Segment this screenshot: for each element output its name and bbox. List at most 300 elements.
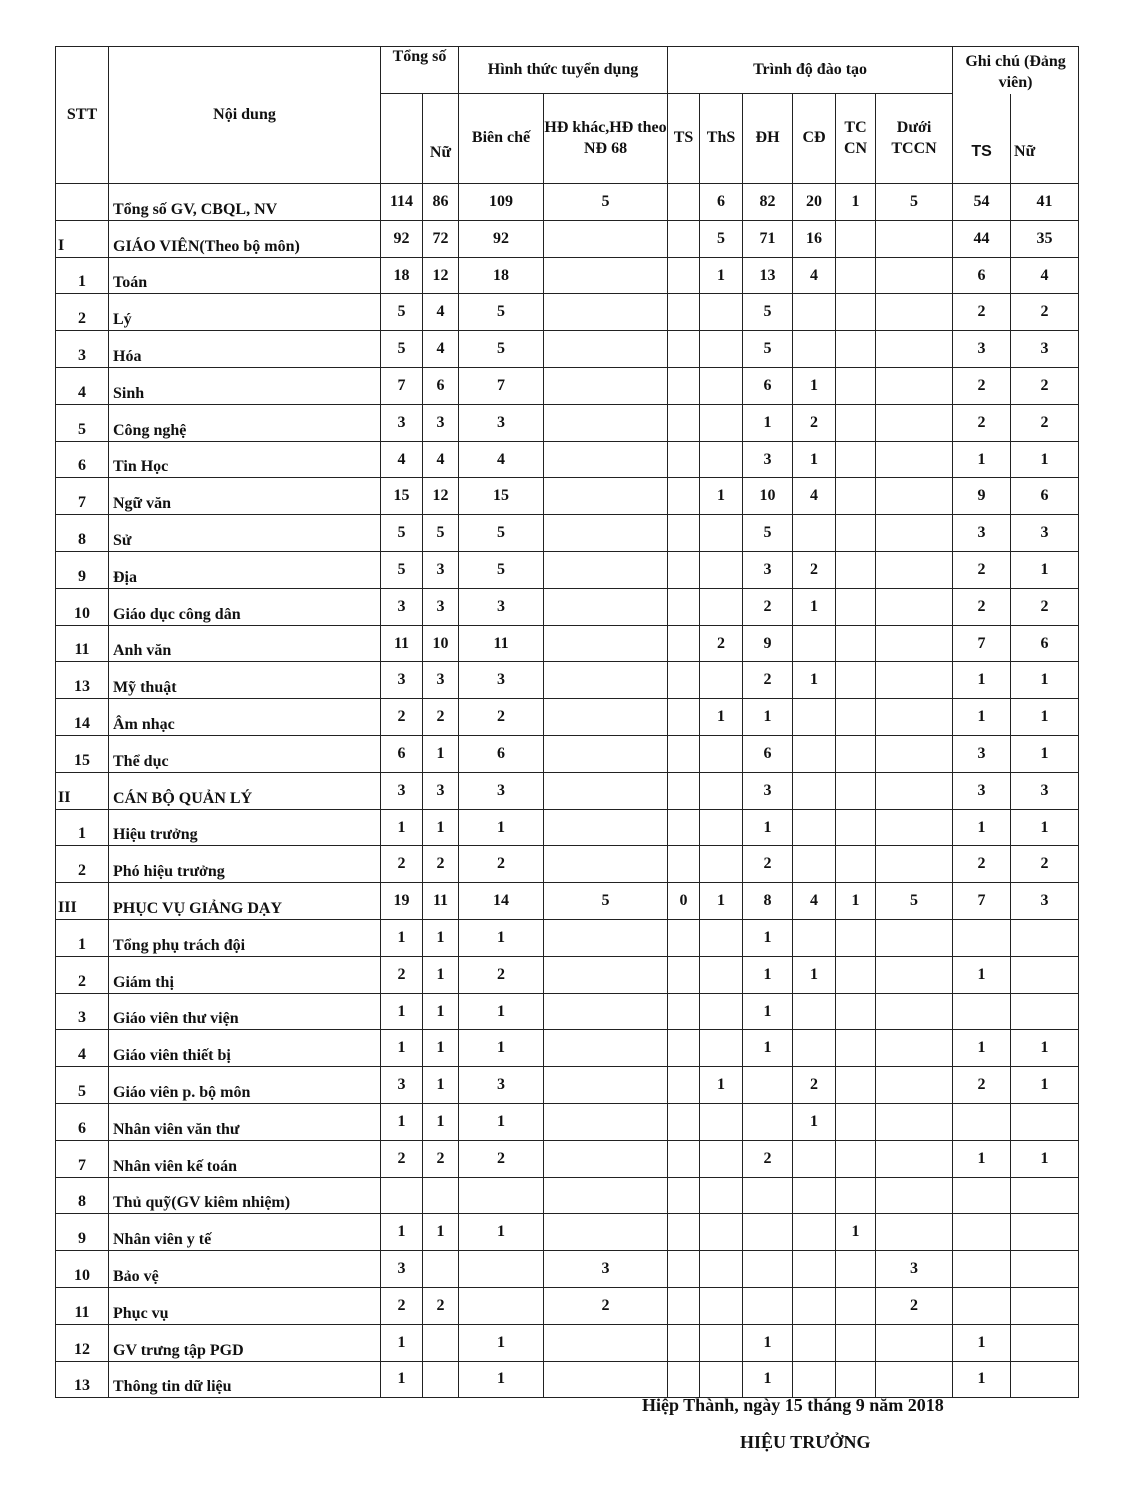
dang-vien-nu-cell	[1011, 1177, 1079, 1214]
content-cell: Giáo viên p. bộ môn	[109, 1067, 381, 1104]
bien-che-cell: 2	[459, 699, 544, 736]
ths-cell	[700, 404, 743, 441]
dh-cell: 1	[743, 1030, 793, 1067]
tccn-cell: 1	[836, 184, 876, 221]
tong-so-cell: 6	[381, 736, 423, 773]
tccn-cell	[836, 1324, 876, 1361]
bien-che-cell: 7	[459, 368, 544, 405]
tong-so-cell: 2	[381, 1140, 423, 1177]
ts-cell	[668, 552, 700, 589]
ts-cell	[668, 331, 700, 368]
dang-vien-ts-cell: 1	[953, 1140, 1011, 1177]
ths-cell	[700, 956, 743, 993]
duoi-tccn-cell	[876, 220, 953, 257]
cd-cell	[793, 920, 836, 957]
table-row	[56, 1214, 1079, 1251]
dang-vien-nu-cell	[1011, 1288, 1079, 1325]
dang-vien-ts-cell: 1	[953, 1361, 1011, 1398]
duoi-tccn-cell	[876, 331, 953, 368]
ths-cell	[700, 846, 743, 883]
table-row	[56, 1140, 1079, 1177]
dh-cell	[743, 1177, 793, 1214]
dh-cell	[743, 1251, 793, 1288]
ths-cell	[700, 294, 743, 331]
tong-so-cell: 2	[381, 956, 423, 993]
nu-cell: 3	[423, 552, 459, 589]
ths-cell	[700, 772, 743, 809]
bien-che-cell: 1	[459, 920, 544, 957]
bien-che-cell: 1	[459, 1104, 544, 1141]
tong-so-cell: 4	[381, 441, 423, 478]
dh-cell: 1	[743, 956, 793, 993]
bien-che-cell: 1	[459, 993, 544, 1030]
content-cell: Sinh	[109, 368, 381, 405]
tong-so-cell: 5	[381, 294, 423, 331]
stt-cell: 6	[56, 441, 109, 478]
content-cell: Sử	[109, 515, 381, 552]
tong-so-cell: 19	[381, 883, 423, 920]
dh-cell: 1	[743, 1361, 793, 1398]
duoi-tccn-cell	[876, 772, 953, 809]
tong-so-cell: 18	[381, 257, 423, 294]
ths-cell	[700, 736, 743, 773]
duoi-tccn-cell	[876, 846, 953, 883]
dang-vien-nu-cell: 41	[1011, 184, 1079, 221]
tong-so-cell: 1	[381, 993, 423, 1030]
dang-vien-nu-cell: 6	[1011, 625, 1079, 662]
dh-cell: 1	[743, 809, 793, 846]
content-cell: Lý	[109, 294, 381, 331]
duoi-tccn-cell	[876, 257, 953, 294]
dh-cell: 2	[743, 846, 793, 883]
tccn-cell	[836, 478, 876, 515]
dh-cell: 10	[743, 478, 793, 515]
duoi-tccn-cell	[876, 993, 953, 1030]
duoi-tccn-cell	[876, 404, 953, 441]
ths-cell	[700, 1214, 743, 1251]
table-row	[56, 184, 1079, 221]
bien-che-cell	[459, 1251, 544, 1288]
dang-vien-nu-cell	[1011, 920, 1079, 957]
nu-cell: 2	[423, 1288, 459, 1325]
tong-so-cell: 3	[381, 588, 423, 625]
cd-cell: 2	[793, 404, 836, 441]
ts-cell	[668, 625, 700, 662]
dang-vien-ts-cell: 1	[953, 699, 1011, 736]
ths-cell	[700, 1030, 743, 1067]
ths-cell	[700, 441, 743, 478]
dh-cell: 6	[743, 368, 793, 405]
tccn-cell	[836, 699, 876, 736]
duoi-tccn-cell	[876, 515, 953, 552]
cd-cell: 16	[793, 220, 836, 257]
ths-cell: 1	[700, 699, 743, 736]
hd-khac-cell	[544, 588, 668, 625]
header-tong-so: Tổng số	[381, 47, 459, 94]
dang-vien-nu-cell: 1	[1011, 699, 1079, 736]
bien-che-cell: 3	[459, 588, 544, 625]
nu-cell: 1	[423, 1067, 459, 1104]
dang-vien-ts-cell	[953, 1104, 1011, 1141]
dang-vien-nu-cell: 35	[1011, 220, 1079, 257]
header-nu: Nữ	[423, 94, 459, 184]
duoi-tccn-cell: 3	[876, 1251, 953, 1288]
duoi-tccn-cell	[876, 809, 953, 846]
ts-cell	[668, 1177, 700, 1214]
ts-cell	[668, 368, 700, 405]
hd-khac-cell	[544, 736, 668, 773]
dh-cell: 5	[743, 331, 793, 368]
stt-cell: 13	[56, 662, 109, 699]
content-cell: Phục vụ	[109, 1288, 381, 1325]
content-cell: Thông tin dữ liệu	[109, 1361, 381, 1398]
bien-che-cell: 1	[459, 1361, 544, 1398]
tccn-cell	[836, 993, 876, 1030]
ths-cell: 1	[700, 478, 743, 515]
table-row	[56, 736, 1079, 773]
stt-cell: 2	[56, 956, 109, 993]
dang-vien-nu-cell: 1	[1011, 441, 1079, 478]
hd-khac-cell	[544, 368, 668, 405]
ths-cell	[700, 993, 743, 1030]
cd-cell: 1	[793, 588, 836, 625]
cd-cell: 1	[793, 368, 836, 405]
dang-vien-ts-cell: 44	[953, 220, 1011, 257]
tccn-cell	[836, 331, 876, 368]
nu-cell: 1	[423, 993, 459, 1030]
tong-so-cell: 1	[381, 1214, 423, 1251]
stt-cell: 1	[56, 809, 109, 846]
dang-vien-nu-cell: 1	[1011, 809, 1079, 846]
cd-cell	[793, 1214, 836, 1251]
bien-che-cell: 1	[459, 809, 544, 846]
content-cell: Tin Học	[109, 441, 381, 478]
tong-so-cell: 3	[381, 772, 423, 809]
content-cell: Mỹ thuật	[109, 662, 381, 699]
ths-cell	[700, 920, 743, 957]
bien-che-cell: 6	[459, 736, 544, 773]
stt-cell: I	[56, 220, 109, 257]
ts-cell	[668, 1214, 700, 1251]
ts-cell	[668, 956, 700, 993]
content-cell: Bảo vệ	[109, 1251, 381, 1288]
table-row	[56, 257, 1079, 294]
dang-vien-ts-cell	[953, 1214, 1011, 1251]
cd-cell: 1	[793, 1104, 836, 1141]
header-ghi-chu-nu: Nữ	[1011, 94, 1079, 184]
dang-vien-ts-cell: 1	[953, 809, 1011, 846]
duoi-tccn-cell	[876, 368, 953, 405]
cd-cell	[793, 809, 836, 846]
header-trinh-do-dao-tao: Trình độ đào tạo	[668, 47, 953, 94]
bien-che-cell: 109	[459, 184, 544, 221]
hd-khac-cell	[544, 294, 668, 331]
tccn-cell	[836, 294, 876, 331]
table-row	[56, 515, 1079, 552]
ts-cell	[668, 1104, 700, 1141]
hd-khac-cell	[544, 625, 668, 662]
bien-che-cell: 5	[459, 294, 544, 331]
content-cell: Anh văn	[109, 625, 381, 662]
nu-cell: 1	[423, 1214, 459, 1251]
tccn-cell	[836, 1251, 876, 1288]
tccn-cell	[836, 1177, 876, 1214]
cd-cell	[793, 515, 836, 552]
header-noi-dung: Nội dung	[109, 47, 381, 184]
stt-cell: 7	[56, 478, 109, 515]
hd-khac-cell	[544, 1361, 668, 1398]
stt-cell: 5	[56, 404, 109, 441]
cd-cell	[793, 1140, 836, 1177]
ths-cell	[700, 1361, 743, 1398]
tccn-cell	[836, 441, 876, 478]
content-cell: Nhân viên kế toán	[109, 1140, 381, 1177]
stt-cell: 5	[56, 1067, 109, 1104]
table-row	[56, 552, 1079, 589]
dh-cell: 71	[743, 220, 793, 257]
content-cell: Tổng phụ trách đội	[109, 920, 381, 957]
hd-khac-cell	[544, 846, 668, 883]
nu-cell: 1	[423, 920, 459, 957]
ts-cell	[668, 441, 700, 478]
tccn-cell	[836, 588, 876, 625]
header-ths: ThS	[700, 94, 743, 184]
dang-vien-ts-cell: 1	[953, 1030, 1011, 1067]
ts-cell	[668, 736, 700, 773]
table-row	[56, 478, 1079, 515]
hd-khac-cell	[544, 404, 668, 441]
ts-cell	[668, 662, 700, 699]
tccn-cell	[836, 662, 876, 699]
dang-vien-ts-cell: 2	[953, 294, 1011, 331]
stt-cell: 3	[56, 993, 109, 1030]
dang-vien-nu-cell: 2	[1011, 368, 1079, 405]
tong-so-cell: 15	[381, 478, 423, 515]
dang-vien-ts-cell: 7	[953, 883, 1011, 920]
ts-cell	[668, 809, 700, 846]
header-ghi-chu-ts: TS	[953, 94, 1011, 184]
stt-cell: 3	[56, 331, 109, 368]
stt-cell: II	[56, 772, 109, 809]
tccn-cell	[836, 552, 876, 589]
stt-cell: 1	[56, 257, 109, 294]
cd-cell: 2	[793, 552, 836, 589]
stt-cell: 13	[56, 1361, 109, 1398]
duoi-tccn-cell	[876, 1324, 953, 1361]
dang-vien-ts-cell: 2	[953, 846, 1011, 883]
tong-so-cell: 2	[381, 1288, 423, 1325]
dang-vien-nu-cell: 2	[1011, 404, 1079, 441]
hd-khac-cell	[544, 772, 668, 809]
table-row	[56, 331, 1079, 368]
tong-so-cell: 7	[381, 368, 423, 405]
hd-khac-cell	[544, 699, 668, 736]
dang-vien-ts-cell: 3	[953, 515, 1011, 552]
header-tong-so-empty	[381, 94, 423, 184]
ts-cell	[668, 1030, 700, 1067]
bien-che-cell: 1	[459, 1324, 544, 1361]
hd-khac-cell	[544, 478, 668, 515]
dang-vien-nu-cell: 2	[1011, 294, 1079, 331]
dang-vien-nu-cell	[1011, 1251, 1079, 1288]
table-row	[56, 846, 1079, 883]
dang-vien-nu-cell: 1	[1011, 1067, 1079, 1104]
hd-khac-cell	[544, 1177, 668, 1214]
header-stt: STT	[56, 47, 109, 184]
nu-cell: 3	[423, 772, 459, 809]
tccn-cell	[836, 1104, 876, 1141]
nu-cell: 2	[423, 1140, 459, 1177]
table-row	[56, 441, 1079, 478]
dang-vien-ts-cell: 3	[953, 331, 1011, 368]
dang-vien-ts-cell: 1	[953, 956, 1011, 993]
hd-khac-cell	[544, 1140, 668, 1177]
dang-vien-ts-cell: 3	[953, 736, 1011, 773]
ts-cell	[668, 772, 700, 809]
stt-cell: 4	[56, 1030, 109, 1067]
table-row	[56, 956, 1079, 993]
dang-vien-nu-cell	[1011, 993, 1079, 1030]
dang-vien-nu-cell	[1011, 956, 1079, 993]
ts-cell	[668, 404, 700, 441]
dh-cell: 3	[743, 772, 793, 809]
nu-cell: 1	[423, 1030, 459, 1067]
stt-cell: 1	[56, 920, 109, 957]
cd-cell	[793, 993, 836, 1030]
dang-vien-nu-cell: 1	[1011, 1030, 1079, 1067]
tccn-cell	[836, 736, 876, 773]
dh-cell: 82	[743, 184, 793, 221]
tccn-cell	[836, 404, 876, 441]
ths-cell	[700, 515, 743, 552]
duoi-tccn-cell	[876, 736, 953, 773]
ts-cell	[668, 184, 700, 221]
bien-che-cell: 4	[459, 441, 544, 478]
ths-cell	[700, 588, 743, 625]
content-cell: Giám thị	[109, 956, 381, 993]
dang-vien-nu-cell: 4	[1011, 257, 1079, 294]
table-row	[56, 404, 1079, 441]
tong-so-cell: 92	[381, 220, 423, 257]
dang-vien-nu-cell: 3	[1011, 331, 1079, 368]
header-tccn: TC CN	[836, 94, 876, 184]
duoi-tccn-cell	[876, 441, 953, 478]
bien-che-cell: 5	[459, 515, 544, 552]
hd-khac-cell	[544, 220, 668, 257]
hd-khac-cell: 2	[544, 1288, 668, 1325]
tong-so-cell: 5	[381, 552, 423, 589]
cd-cell	[793, 736, 836, 773]
content-cell: Nhân viên văn thư	[109, 1104, 381, 1141]
bien-che-cell: 3	[459, 404, 544, 441]
stt-cell: 2	[56, 846, 109, 883]
cd-cell	[793, 331, 836, 368]
hd-khac-cell	[544, 920, 668, 957]
nu-cell	[423, 1251, 459, 1288]
duoi-tccn-cell	[876, 588, 953, 625]
footer-place-date: Hiệp Thành, ngày 15 tháng 9 năm 2018	[642, 1395, 944, 1415]
bien-che-cell: 18	[459, 257, 544, 294]
tccn-cell	[836, 368, 876, 405]
cd-cell: 1	[793, 441, 836, 478]
dang-vien-nu-cell: 1	[1011, 662, 1079, 699]
dh-cell: 2	[743, 1140, 793, 1177]
dh-cell	[743, 1214, 793, 1251]
dh-cell	[743, 1288, 793, 1325]
tccn-cell	[836, 809, 876, 846]
duoi-tccn-cell	[876, 920, 953, 957]
bien-che-cell: 92	[459, 220, 544, 257]
header-ts: TS	[668, 94, 700, 184]
dang-vien-ts-cell: 6	[953, 257, 1011, 294]
ths-cell: 6	[700, 184, 743, 221]
nu-cell: 3	[423, 404, 459, 441]
nu-cell: 1	[423, 736, 459, 773]
tong-so-cell: 2	[381, 699, 423, 736]
dang-vien-ts-cell: 1	[953, 662, 1011, 699]
header-hd-khac: HĐ khác,HĐ theo NĐ 68	[544, 94, 668, 184]
tong-so-cell: 1	[381, 1030, 423, 1067]
dang-vien-nu-cell	[1011, 1361, 1079, 1398]
dang-vien-ts-cell: 3	[953, 772, 1011, 809]
dang-vien-nu-cell: 3	[1011, 515, 1079, 552]
cd-cell	[793, 625, 836, 662]
content-cell: Thể dục	[109, 736, 381, 773]
dh-cell: 1	[743, 1324, 793, 1361]
bien-che-cell: 2	[459, 956, 544, 993]
cd-cell: 4	[793, 478, 836, 515]
tong-so-cell: 1	[381, 1361, 423, 1398]
content-cell: PHỤC VỤ GIẢNG DẠY	[109, 883, 381, 920]
dang-vien-nu-cell	[1011, 1214, 1079, 1251]
cd-cell	[793, 846, 836, 883]
ts-cell	[668, 1067, 700, 1104]
stt-cell: 7	[56, 1140, 109, 1177]
table-row	[56, 1030, 1079, 1067]
nu-cell: 12	[423, 478, 459, 515]
ths-cell	[700, 552, 743, 589]
tong-so-cell: 1	[381, 1324, 423, 1361]
tccn-cell	[836, 1030, 876, 1067]
nu-cell: 6	[423, 368, 459, 405]
stt-cell: 4	[56, 368, 109, 405]
stt-cell: 10	[56, 1251, 109, 1288]
stt-cell: 9	[56, 1214, 109, 1251]
tccn-cell	[836, 1140, 876, 1177]
hd-khac-cell	[544, 515, 668, 552]
cd-cell	[793, 1288, 836, 1325]
duoi-tccn-cell: 2	[876, 1288, 953, 1325]
dh-cell	[743, 1104, 793, 1141]
header-bien-che: Biên chế	[459, 94, 544, 184]
ths-cell	[700, 331, 743, 368]
dang-vien-ts-cell: 2	[953, 588, 1011, 625]
stt-cell: 8	[56, 1177, 109, 1214]
dang-vien-ts-cell	[953, 920, 1011, 957]
stt-cell: 10	[56, 588, 109, 625]
ts-cell	[668, 1140, 700, 1177]
hd-khac-cell	[544, 257, 668, 294]
hd-khac-cell: 3	[544, 1251, 668, 1288]
cd-cell: 1	[793, 662, 836, 699]
content-cell: CÁN BỘ QUẢN LÝ	[109, 772, 381, 809]
table-row	[56, 1067, 1079, 1104]
tong-so-cell: 114	[381, 184, 423, 221]
stt-cell: 9	[56, 552, 109, 589]
table-row	[56, 772, 1079, 809]
duoi-tccn-cell	[876, 1177, 953, 1214]
nu-cell: 11	[423, 883, 459, 920]
